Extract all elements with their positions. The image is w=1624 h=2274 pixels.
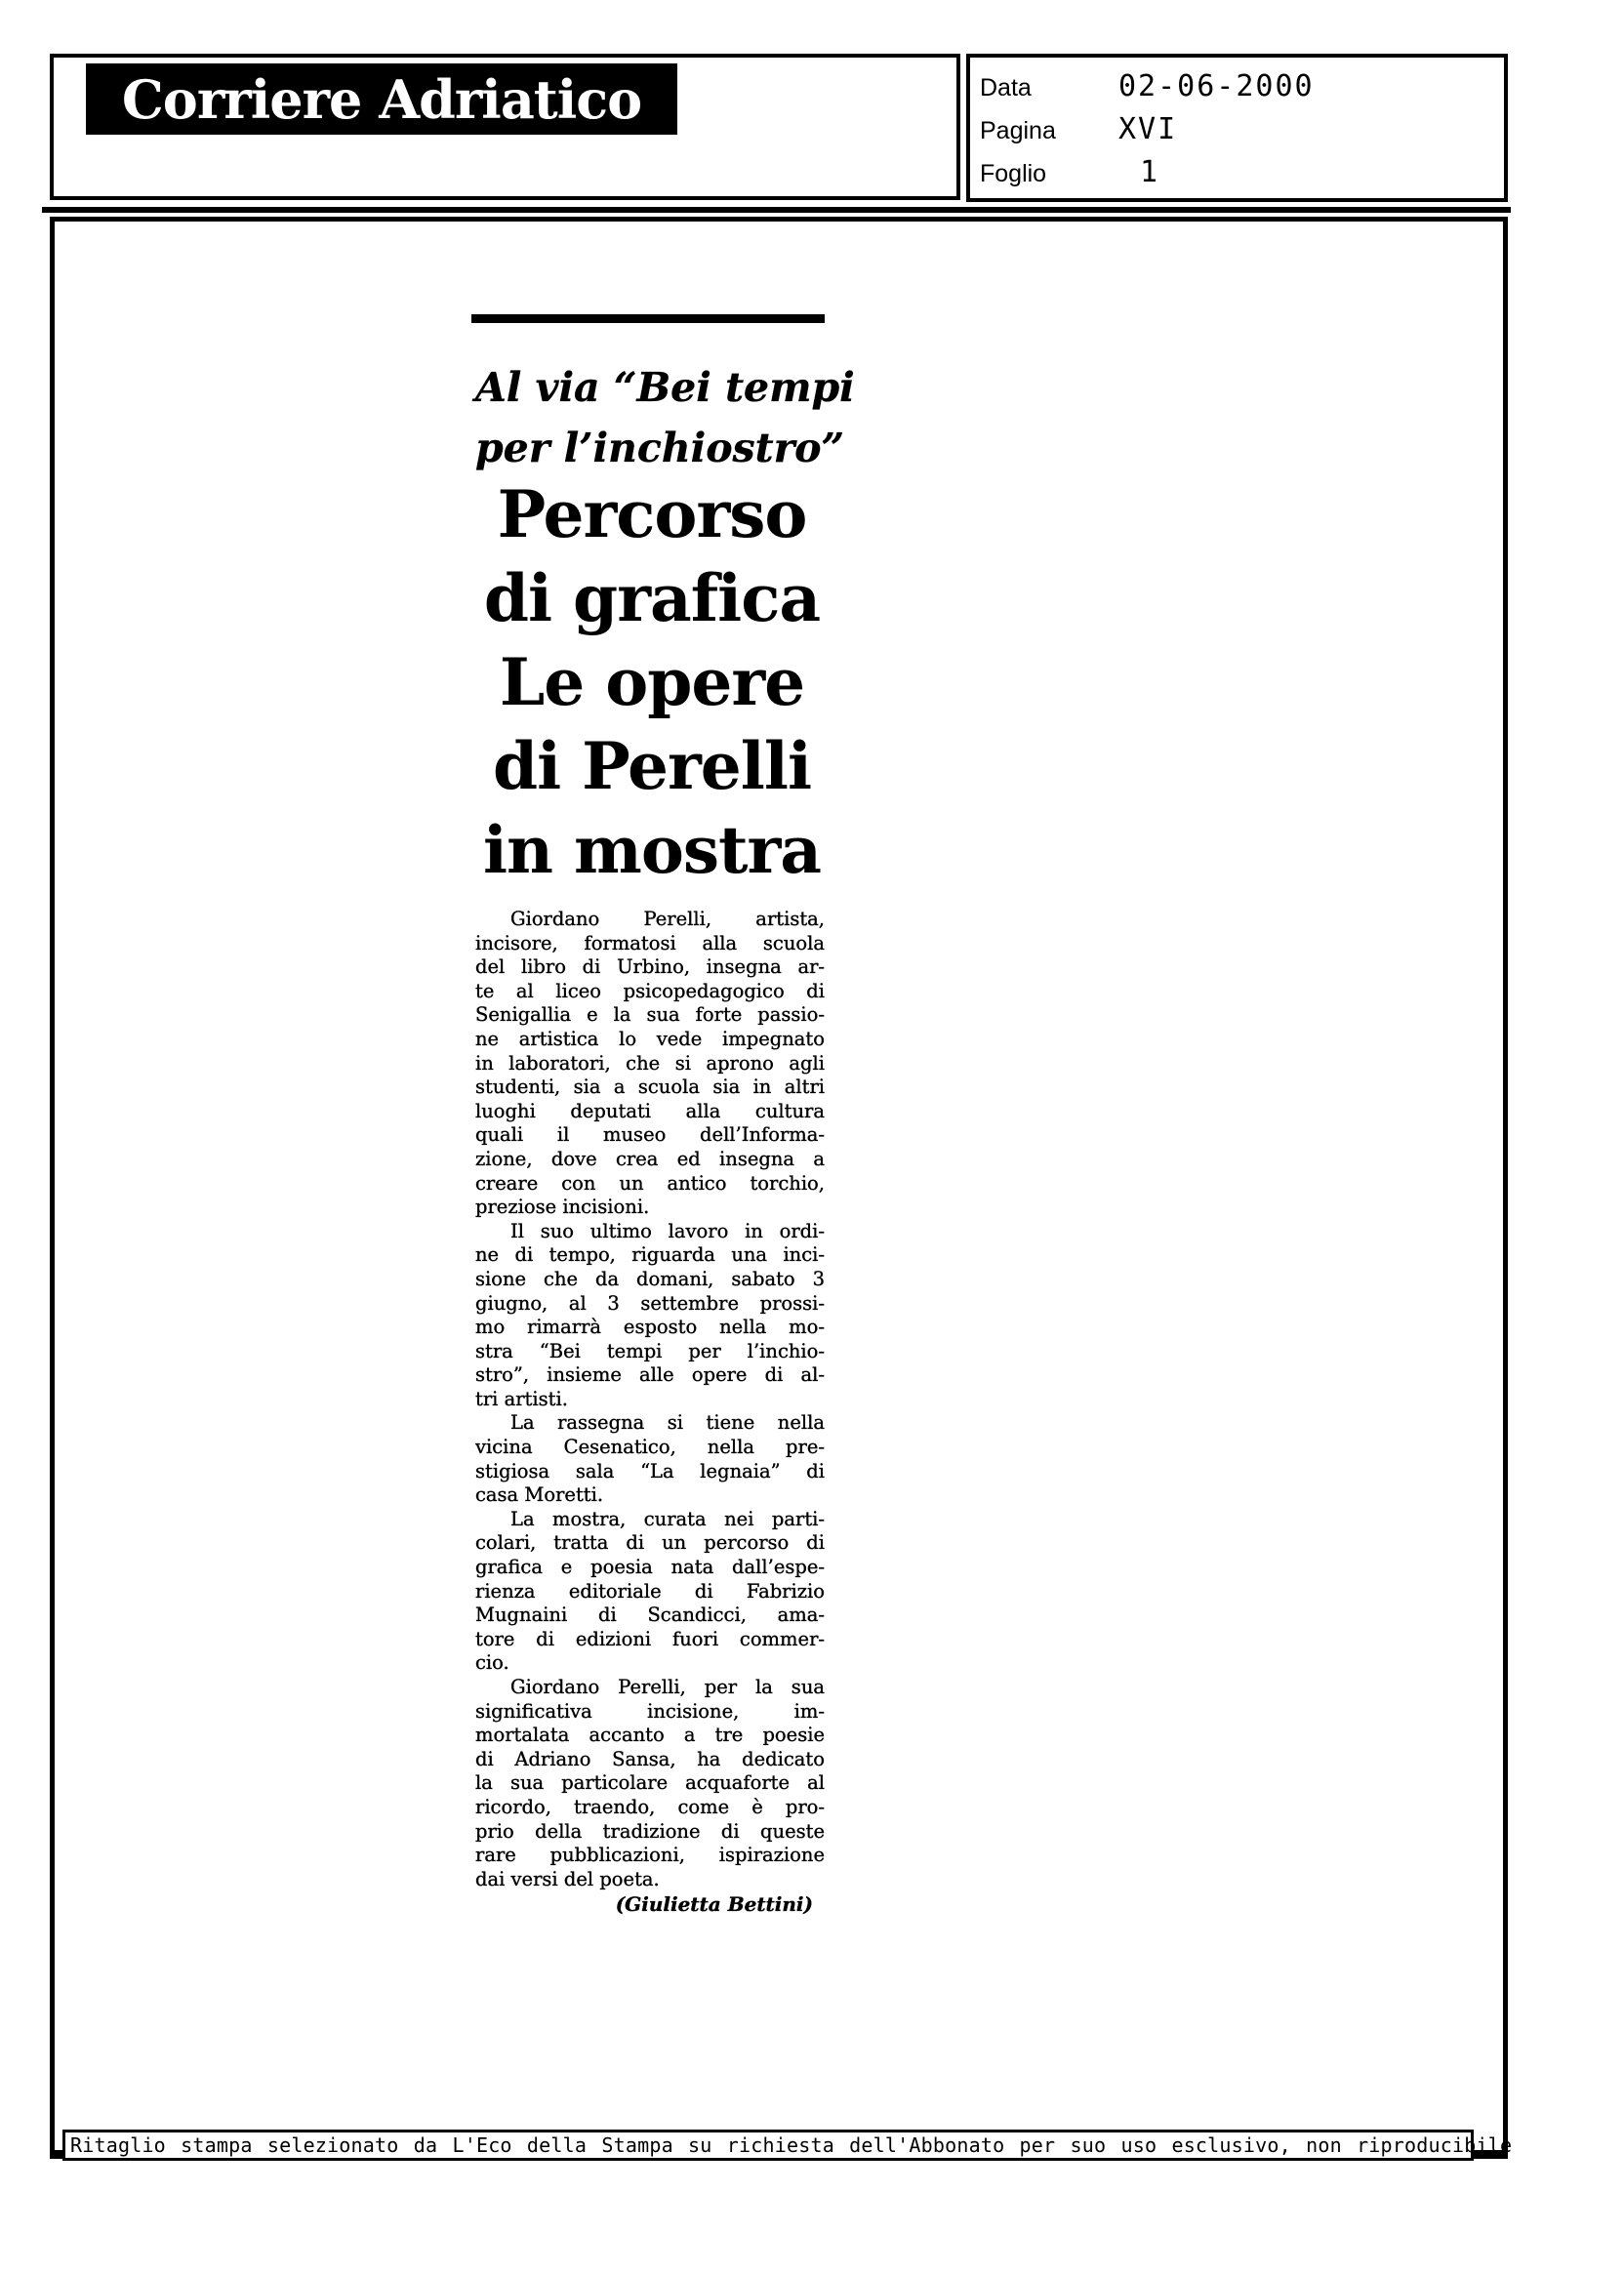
text-line: tri artisti. [475, 1387, 568, 1410]
text-line: casa Moretti. [475, 1483, 604, 1507]
newspaper-logo: Corriere Adriatico [121, 67, 642, 131]
paragraph [475, 1220, 825, 1412]
field-value-pagina: XVI [1118, 112, 1178, 146]
paragraph [475, 908, 825, 1220]
field-label-data: Data [980, 74, 1032, 102]
text-line: di Adriano Sansa, ha dedicato [475, 1747, 825, 1770]
field-value-data: 02-06-2000 [1118, 69, 1315, 103]
clipping-meta-box [966, 54, 1508, 202]
text-line: te al liceo psicopedagogico di [475, 979, 825, 1002]
text-line: creare con un antico torchio, [475, 1171, 825, 1195]
text-line: per l’inchiostro” [475, 425, 845, 471]
text-line: in laboratori, che si aprono agli [475, 1051, 825, 1075]
text-line: Senigallia e la sua forte passio- [475, 1003, 825, 1027]
text-line: grafica e poesia nata dall’espe- [475, 1556, 825, 1579]
text-line: rienza editoriale di Fabrizio [475, 1579, 825, 1603]
headline-top-rule [471, 314, 825, 323]
text-line: ne di tempo, riguarda una inci- [475, 1243, 825, 1267]
field-value-foglio: 1 [1140, 155, 1160, 189]
text-line: Mugnaini di Scandicci, ama- [475, 1604, 825, 1627]
newspaper-logo-plate [86, 63, 677, 135]
field-row-pagina [980, 112, 1504, 146]
text-line: La mostra, curata nei parti- [510, 1507, 825, 1530]
text-line: cio. [475, 1651, 509, 1675]
footer-notice-text: Ritaglio stampa selezionato da L'Eco della Stampa su richiesta dell'Abbonato per suo uso esclusivo, non riproducibile [70, 2133, 1513, 2157]
text-line: Al via “Bei tempi [475, 364, 855, 411]
article-body [475, 908, 825, 1917]
paragraph [475, 1676, 825, 1891]
field-row-foglio [980, 155, 1504, 189]
text-line: ricordo, traendo, come è pro- [475, 1795, 825, 1818]
text-line: preziose incisioni. [475, 1196, 650, 1219]
text-line: prio della tradizione di queste [475, 1819, 825, 1843]
text-line: stigiosa sala “La legnaia” di [475, 1459, 825, 1482]
text-line: zione, dove crea ed insegna a [475, 1147, 825, 1170]
text-line: rare pubblicazioni, ispirazione [475, 1844, 825, 1867]
masthead-box [50, 54, 960, 200]
text-line: di Perelli [492, 728, 812, 804]
article-headline [475, 472, 829, 892]
footer-notice-box [62, 2130, 1513, 2161]
text-line: significativa incisione, im- [475, 1699, 825, 1723]
text-line: dai versi del poeta. [475, 1867, 660, 1890]
paragraph [475, 1411, 825, 1507]
text-line: La rassegna si tiene nella [510, 1411, 825, 1435]
text-line: colari, tratta di un percorso di [475, 1531, 825, 1555]
text-line: tore di edizioni fuori commer- [475, 1627, 825, 1650]
field-label-foglio: Foglio [980, 160, 1047, 187]
text-line: vicina Cesenatico, nella pre- [475, 1436, 825, 1459]
text-line: giugno, al 3 settembre prossi- [475, 1291, 825, 1315]
header-separator-rule [42, 207, 1511, 213]
field-label-pagina: Pagina [980, 117, 1056, 144]
text-line: quali il museo dell’Informa- [475, 1123, 825, 1147]
text-line: luoghi deputati alla cultura [475, 1099, 825, 1122]
text-line: la sua particolare acquaforte al [475, 1771, 825, 1795]
text-line: Il suo ultimo lavoro in ordi- [510, 1219, 825, 1242]
text-line: in mostra [482, 812, 822, 888]
field-row-data [980, 69, 1504, 103]
text-line: Le opere [499, 644, 805, 720]
text-line: sione che da domani, sabato 3 [475, 1267, 825, 1290]
paragraph [475, 1508, 825, 1676]
text-line: Giordano Perelli, artista, [510, 908, 825, 930]
text-line: di grafica [483, 560, 821, 636]
text-line: studenti, sia a scuola sia in altri [475, 1076, 825, 1099]
text-line: ne artistica lo vede impegnato [475, 1027, 825, 1050]
text-line: stra “Bei tempi per l’inchio- [475, 1339, 825, 1362]
text-line: incisore, formatosi alla scuola [475, 931, 825, 954]
text-line: del libro di Urbino, insegna ar- [475, 955, 825, 979]
article-byline: (Giulietta Bettini) [615, 1892, 813, 1917]
text-line: mo rimarrà esposto nella mo- [475, 1316, 825, 1339]
text-line: mortalata accanto a tre poesie [475, 1724, 825, 1747]
text-line: Giordano Perelli, per la sua [510, 1676, 825, 1698]
article-kicker [475, 357, 855, 478]
text-line: Percorso [497, 476, 807, 552]
text-line: stro”, insieme alle opere di al- [475, 1363, 825, 1387]
